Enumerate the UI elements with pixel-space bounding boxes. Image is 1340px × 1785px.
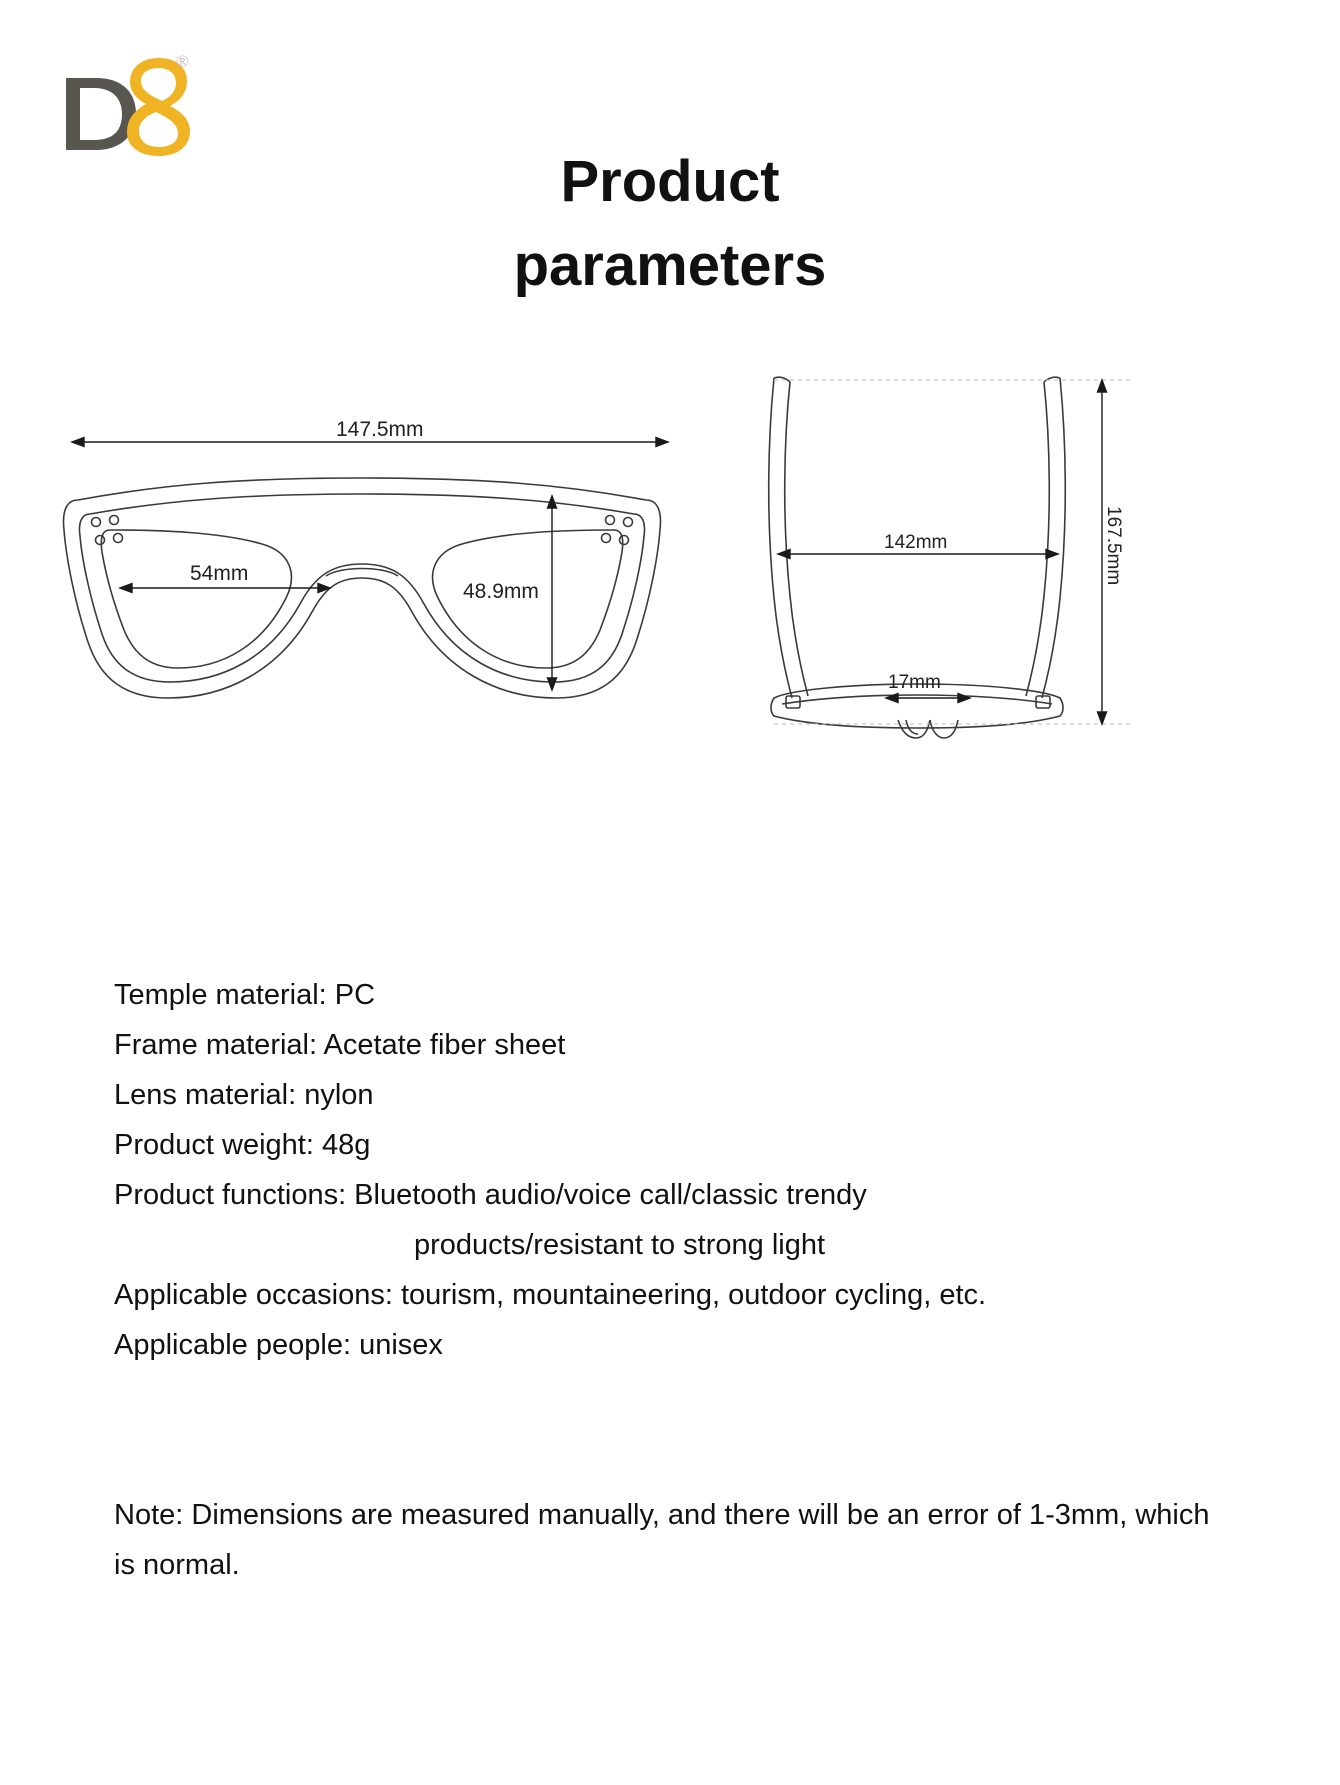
dimension-label-bridge-width: 17mm bbox=[888, 672, 941, 693]
spec-product-functions: Product functions: Bluetooth audio/voice call/classic trendy bbox=[114, 1179, 867, 1211]
spec-product-weight: Product weight: 48g bbox=[114, 1129, 371, 1161]
measurement-note: Note: Dimensions are measured manually, and there will be an error of 1-3mm, which is normal. bbox=[114, 1499, 1210, 1581]
spec-applicable-occasions: Applicable occasions: tourism, mountaineering, outdoor cycling, etc. bbox=[114, 1279, 987, 1311]
dimension-label-temple-length: 167.5mm bbox=[1103, 506, 1124, 586]
spec-temple-material: Temple material: PC bbox=[114, 979, 376, 1011]
page-title-line-2: parameters bbox=[513, 233, 827, 298]
product-dimension-diagram bbox=[0, 380, 1340, 780]
spec-product-functions-continued: products/resistant to strong light bbox=[414, 1229, 826, 1261]
spec-frame-material: Frame material: Acetate fiber sheet bbox=[114, 1029, 566, 1061]
dimension-label-total-width: 147.5mm bbox=[336, 418, 424, 441]
dimension-label-lens-height: 48.9mm bbox=[463, 580, 539, 603]
dimension-label-lens-width: 54mm bbox=[190, 562, 249, 585]
dimension-label-temple-spread: 142mm bbox=[884, 532, 948, 553]
registered-trademark-symbol: ® bbox=[176, 52, 189, 71]
top-view-drawing bbox=[730, 368, 1150, 768]
spec-applicable-people: Applicable people: unisex bbox=[114, 1329, 443, 1361]
page-title bbox=[0, 140, 1340, 308]
product-spec-list bbox=[114, 970, 1234, 1370]
spec-lens-material: Lens material: nylon bbox=[114, 1079, 374, 1111]
page-title-line-1: Product bbox=[560, 149, 780, 214]
